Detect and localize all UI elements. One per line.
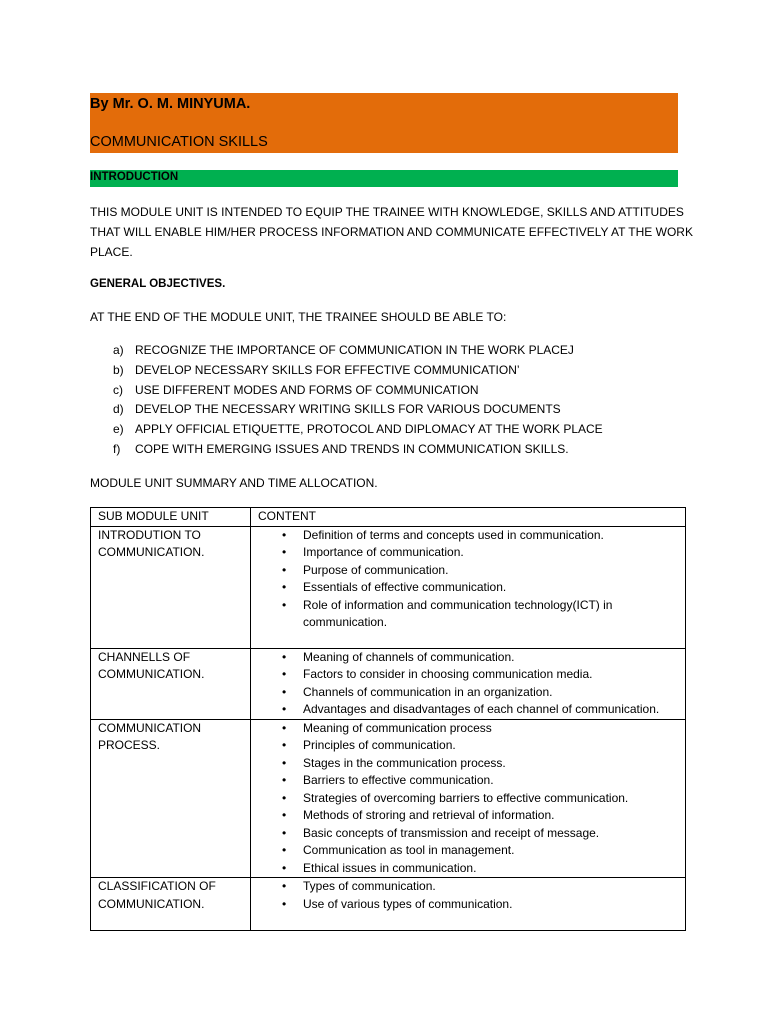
- table-row: [91, 648, 686, 719]
- course-title: COMMUNICATION SKILLS: [90, 134, 268, 150]
- table-header-row: [91, 508, 686, 527]
- list-item: • Communication as tool in management.: [282, 843, 515, 857]
- list-item: • Basic concepts of transmission and receipt of message.: [282, 825, 600, 840]
- list-item: • Meaning of communication process: [282, 720, 492, 735]
- content-cell: [251, 526, 686, 648]
- list-item: • Principles of communication.: [282, 738, 456, 752]
- document-page: By Mr. O. M. MINYUMA. COMMUNICATION SKILLS INTRODUCTION THIS MODULE UNIT IS INTENDED TO EQUIP THE TRAINEE WITH KNOWLEDGE, SKILLS AND ATTITUDES THAT WILL ENABLE HIM/HER PROCESS INFORMATION AND COMMUNICATE EFFECTIVELY AT THE WORK PLACE. GENERAL OBJECTIVES. AT THE END OF THE MODULE UNIT, THE TRAINEE SHOULD BE ABLE TO: a) RECOGNIZE THE IMPORTANCE OF COMMUNICATION IN THE WORK PLACEJ b) DEVELOP NECESSARY SKILLS FOR EFFECTIVE COMMUNICATION’ c) USE DIFFERENT MODES AND FORMS OF COMMUNICATION d) DEVELOP THE NECESSARY WRITING SKILLS FOR VARIOUS DOCUMENTS e) APPLY OFFICIAL ETIQUETTE, PROTOCOL AND DIPLOMACY AT THE WORK PLACE f) COPE WITH EMERGING ISSUES AND TRENDS IN COMMUNICATION SKILLS. MODULE UNIT SUMMARY AND TIME ALLOCATION. SUB MODULE UNIT CONTENT INTRODUTION TO COMMUNICATION. • Definition of terms and concepts used in communication. • Importance of communication. • Purpose of communication. • Essentials of effective communication. • Role of information and communication technology(ICT) in communication. CHANNELLS OF COMMUNICATION. • Meaning of channels of communication. • Factors to consider in choosing communication media. • Channels of communication in an organization. • Advantages and disadvantages of each channel of communication. COMMUNICATION PROCESS. • Meaning of communication process • Principles of communication. • Stages in the communication process. • Barriers to effective communication. • Strategies of overcoming barriers to effective communication. • Methods of stroring and retrieval of information. • Basic concepts of transmission and receipt of message. • Communication as tool in management. • Ethical issues in communication. CLASSIFICATION OF COMMUNICATION. • Types of communication. • Use of various types of communication.: [0, 0, 768, 1024]
- author-line: By Mr. O. M. MINYUMA.: [90, 96, 251, 112]
- list-item: • Channels of communication in an organization.: [282, 684, 553, 699]
- list-item: • Ethical issues in communication.: [282, 860, 477, 875]
- content-cell: [251, 878, 686, 931]
- title-banner: [90, 93, 678, 153]
- unit-cell: INTRODUTION TO COMMUNICATION.: [91, 526, 251, 648]
- list-item: • Strategies of overcoming barriers to effective communication.: [282, 790, 629, 805]
- list-item: • Meaning of channels of communication.: [282, 649, 515, 664]
- list-item: • Stages in the communication process.: [282, 755, 506, 770]
- introduction-banner: [90, 170, 678, 187]
- list-item: • Purpose of communication.: [282, 562, 449, 577]
- table-row: [91, 526, 686, 648]
- list-item: • Factors to consider in choosing communication media.: [282, 667, 593, 681]
- intro-paragraph-line-1: THIS MODULE UNIT IS INTENDED TO EQUIP THE TRAINEE WITH KNOWLEDGE, SKILLS AND ATTITUDES: [90, 205, 684, 219]
- list-item: • Advantages and disadvantages of each channel of communication.: [282, 702, 660, 716]
- content-cell: [251, 648, 686, 719]
- table-header-content: CONTENT: [251, 508, 686, 527]
- list-item: • Types of communication.: [282, 879, 436, 893]
- intro-paragraph-line-2: THAT WILL ENABLE HIM/HER PROCESS INFORMATION AND COMMUNICATE EFFECTIVELY AT THE WORK: [90, 225, 693, 239]
- list-item: • Barriers to effective communication.: [282, 773, 494, 787]
- summary-heading: MODULE UNIT SUMMARY AND TIME ALLOCATION.: [90, 476, 378, 490]
- list-item: • Methods of stroring and retrieval of information.: [282, 808, 555, 822]
- unit-cell: COMMUNICATION PROCESS.: [91, 719, 251, 878]
- objectives-heading: GENERAL OBJECTIVES.: [90, 278, 226, 290]
- list-item-continuation: communication.: [303, 615, 388, 629]
- list-item: • Essentials of effective communication.: [282, 580, 507, 594]
- list-item: • Importance of communication.: [282, 545, 464, 559]
- introduction-heading: INTRODUCTION: [90, 171, 179, 183]
- unit-cell: CLASSIFICATION OF COMMUNICATION.: [91, 878, 251, 931]
- table-header-unit: SUB MODULE UNIT: [91, 508, 251, 527]
- objectives-lead: AT THE END OF THE MODULE UNIT, THE TRAINEE SHOULD BE ABLE TO:: [90, 310, 507, 324]
- module-summary-table: [90, 507, 686, 931]
- table-row: [91, 878, 686, 931]
- intro-paragraph-line-3: PLACE.: [90, 245, 133, 259]
- list-item: • Role of information and communication technology(ICT) in: [282, 597, 613, 612]
- list-item: • Use of various types of communication.: [282, 896, 513, 911]
- list-item: • Definition of terms and concepts used in communication.: [282, 527, 604, 542]
- table-row: [91, 719, 686, 878]
- content-cell: [251, 719, 686, 878]
- unit-cell: CHANNELLS OF COMMUNICATION.: [91, 648, 251, 719]
